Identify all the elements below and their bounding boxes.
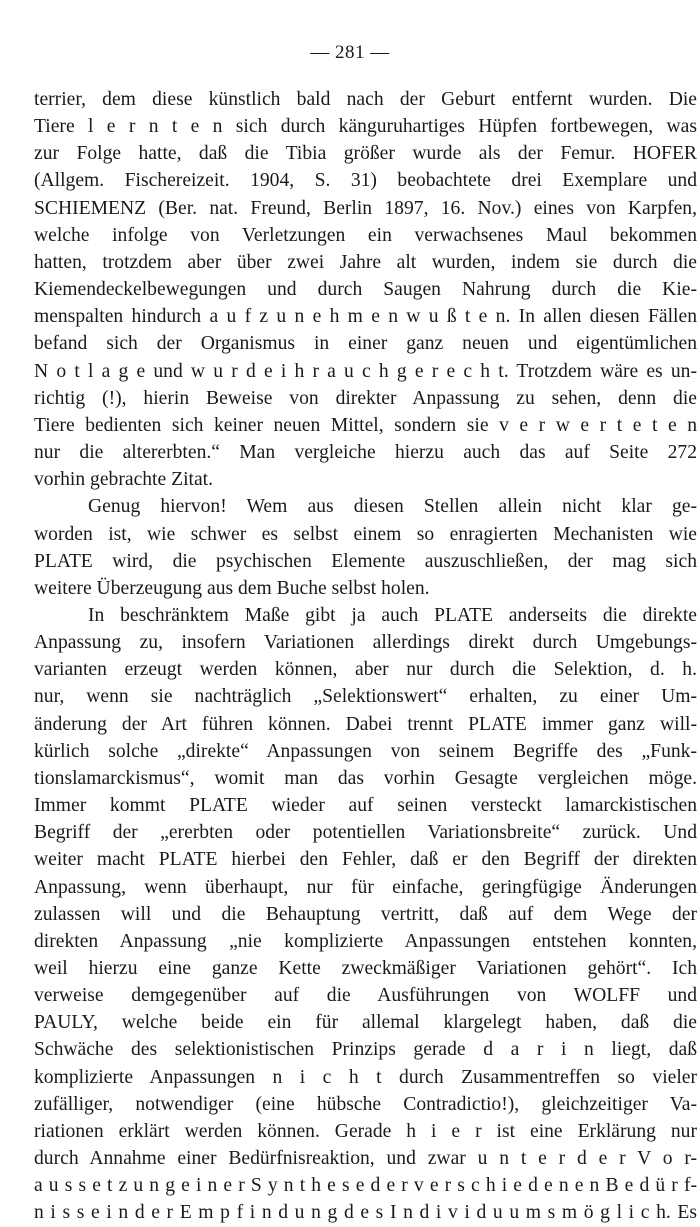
text-line: n i s s e i n d e r E m p f i n d u n g d e s I n d i v i d u u m s m ö g l i c h. Es xyxy=(34,1202,697,1224)
text-line: zufälliger, notwendiger (eine hübsche Contradictio!), gleichzeitiger Va- xyxy=(34,1093,697,1115)
text-line: weil hierzu eine ganze Kette zweckmäßiger Variationen gehört“. Ich xyxy=(34,958,697,979)
text-line: Begriff der „ererbten oder potentiellen Variationsbreite“ zurück. Und xyxy=(34,822,697,844)
text-line: direkten Anpassung „nie komplizierte Anpassungen entstehen konnten, xyxy=(34,930,697,952)
text-line: hatten, trotzdem aber über zwei Jahre alt wurden, indem sie durch die xyxy=(34,251,697,273)
text-line: vorhin gebrachte Zitat. xyxy=(34,469,213,491)
text-line: kürlich solche „direkte“ Anpassungen von seinem Begriffe des „Funk- xyxy=(34,740,697,762)
text-line: komplizierte Anpassungen n i c h t durch Zusammentreffen so vieler xyxy=(34,1066,697,1088)
text-line: Tiere bedienten sich keiner neuen Mittel, sondern sie v e r w e r t e t e n xyxy=(34,414,697,436)
text-line: änderung der Art führen können. Dabei trennt PLATE immer ganz will- xyxy=(34,713,697,735)
text-line: varianten erzeugt werden können, aber nur durch die Selektion, d. h. xyxy=(34,659,697,681)
text-line: Kiemendeckelbewegungen und durch Saugen Nahrung durch die Kie- xyxy=(34,279,697,301)
page-number: — 281 — xyxy=(310,42,390,63)
text-line: terrier, dem diese künstlich bald nach der Geburt entfernt wurden. Die xyxy=(34,89,697,110)
body-text xyxy=(34,86,697,1227)
text-line: tionslamarckismus“, womit man das vorhin Gesagte vergleichen möge. xyxy=(34,767,697,789)
text-line: Anpassung, wenn überhaupt, nur für einfache, geringfügige Änderungen xyxy=(34,876,697,898)
text-line: zur Folge hatte, daß die Tibia größer wurde als der Femur. HOFER xyxy=(34,143,697,165)
text-line: Genug hiervon! Wem aus diesen Stellen allein nicht klar ge- xyxy=(88,496,697,518)
text-line: Schwäche des selektionistischen Prinzips gerade d a r i n liegt, daß xyxy=(34,1039,697,1061)
text-line: (Allgem. Fischereizeit. 1904, S. 31) beobachtete drei Exemplare und xyxy=(34,170,697,192)
text-line: weiter macht PLATE hierbei den Fehler, daß er den Begriff der direkten xyxy=(34,849,697,871)
text-line: worden ist, wie schwer es selbst einem so enragierten Mechanisten wie xyxy=(34,523,697,545)
text-line: PAULY, welche beide ein für allemal klargelegt haben, daß die xyxy=(34,1012,697,1034)
text-line: verweise demgegenüber auf die Ausführungen von WOLFF und xyxy=(34,985,697,1007)
text-line: menspalten hindurch a u f z u n e h m e n w u ß t e n. In allen diesen Fällen xyxy=(34,306,697,328)
text-line: weitere Überzeugung aus dem Buche selbst holen. xyxy=(34,577,430,599)
text-line: richtig (!), hierin Beweise von direkter Anpassung zu sehen, denn die xyxy=(34,387,697,409)
text-line: In beschränktem Maße gibt ja auch PLATE anderseits die direkte xyxy=(88,604,697,626)
text-line: Anpassung zu, insofern Variationen allerdings direkt durch Umgebungs- xyxy=(34,632,697,654)
text-line: PLATE wird, die psychischen Elemente auszuschließen, der mag sich xyxy=(34,550,697,572)
text-line: SCHIEMENZ (Ber. nat. Freund, Berlin 1897, 16. Nov.) eines von Karpfen, xyxy=(34,197,697,219)
text-line: nur, wenn sie nachträglich „Selektionswert“ erhalten, zu einer Um- xyxy=(34,686,697,708)
text-line: welche infolge von Verletzungen ein verwachsenes Maul bekommen xyxy=(34,224,697,246)
text-line: durch Annahme einer Bedürfnisreaktion, und zwar u n t e r d e r V o r- xyxy=(34,1148,697,1170)
text-line: Immer kommt PLATE wieder auf seinen versteckt lamarckistischen xyxy=(34,795,697,817)
text-line: a u s s e t z u n g e i n e r S y n t h e s e d e r v e r s c h i e d e n e n B e d ü r f- xyxy=(34,1175,697,1197)
text-line: N o t l a g e und w u r d e i h r a u c h g e r e c h t. Trotzdem wäre es un- xyxy=(34,360,697,382)
text-line: Tiere l e r n t e n sich durch känguruhartiges Hüpfen fortbewegen, was xyxy=(34,116,697,138)
text-line: befand sich der Organismus in einer ganz neuen und eigentümlichen xyxy=(34,333,697,355)
text-line: zulassen will und die Behauptung vertritt, daß auf dem Wege der xyxy=(34,903,697,925)
text-line: nur die altererbten.“ Man vergleiche hierzu auch das auf Seite 272 xyxy=(34,442,697,464)
text-line: riationen erklärt werden können. Gerade h i e r ist eine Erklärung nur xyxy=(34,1120,697,1142)
